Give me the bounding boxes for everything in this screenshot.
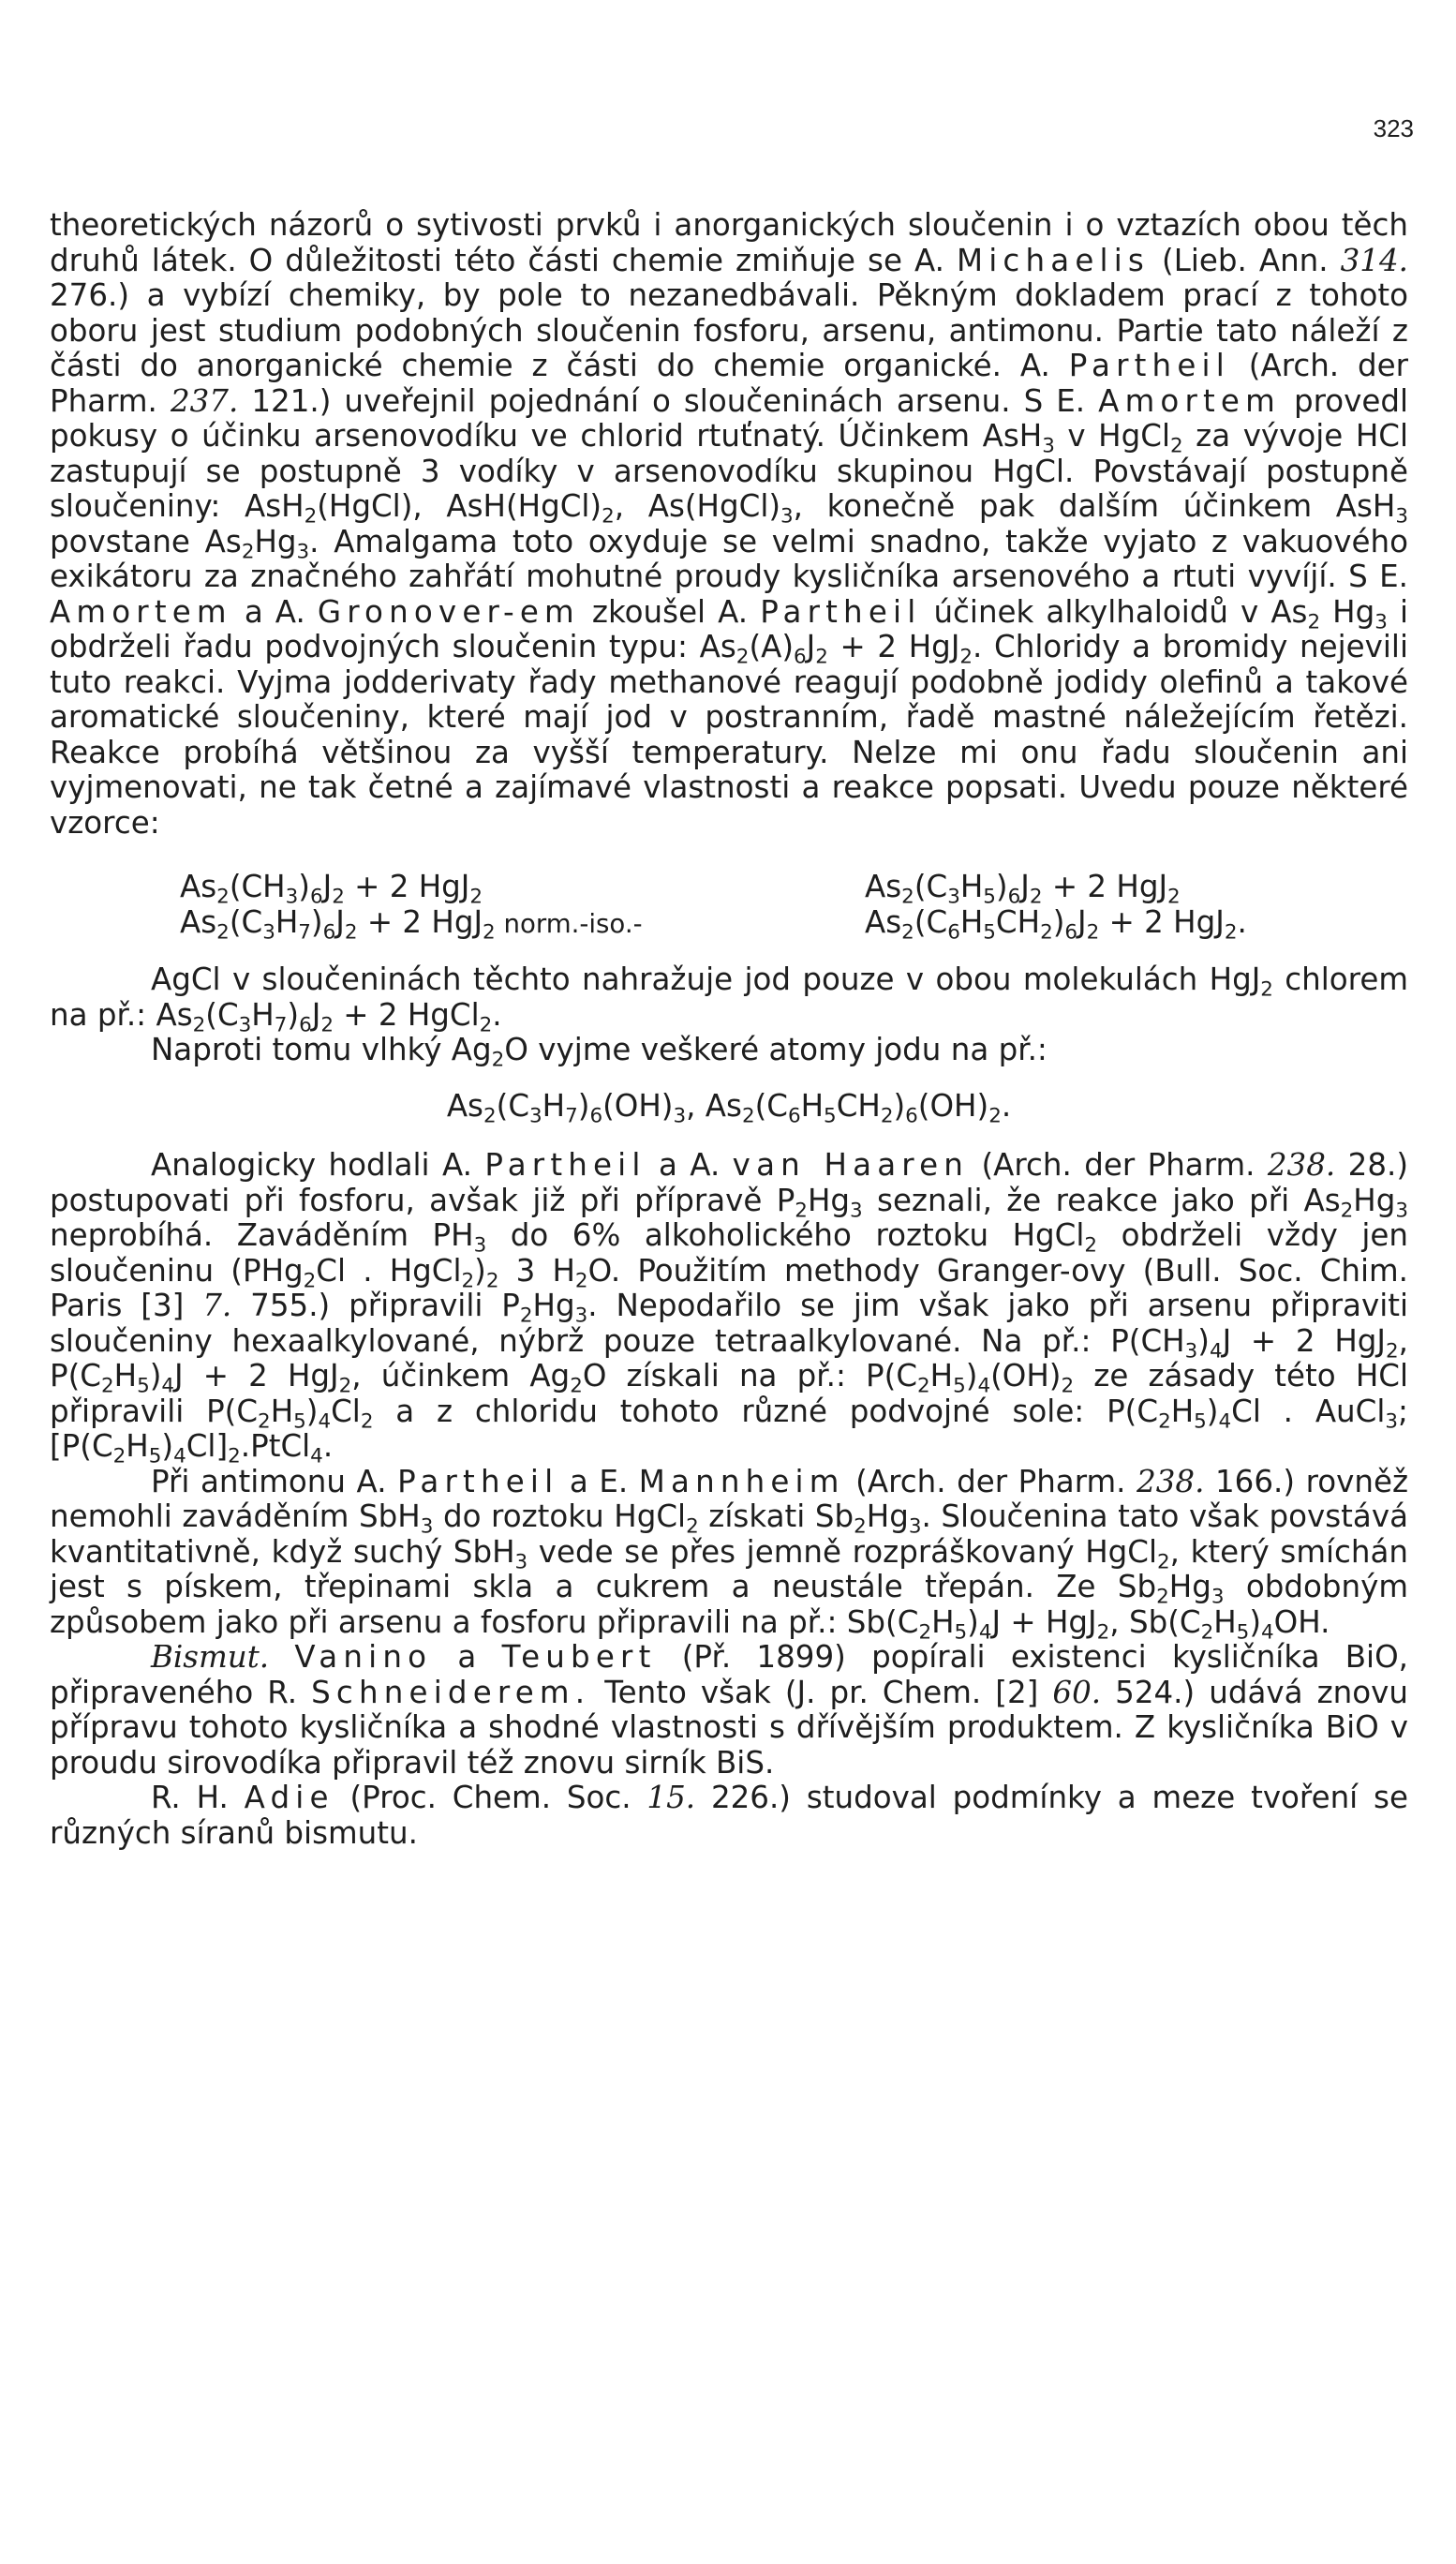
paragraph: Naproti tomu vlhký $Ag_2O$ vyjme veškeré atomy jodu na př.: [151,1032,1047,1072]
paragraph: theoretických názorů o sytivosti prvků i anorganických sloučenin i o vztazích obou těch druhů látek. O důležitosti této části chemie zmiňuje se A. Michaelis (Lieb. Ann. 314. 276.) a vybízí chemiky, by pole to nezanedbávali. Pěkným dokladem prací z tohoto oboru jest studium podobných sloučenin fosforu, arsenu, antimonu. Partie tato náleží z části do anorganické chemie z části do chemie organické. A. Partheil (Arch. der Pharm. 237. 121.) uveřejnil pojednání o sloučeninách arsenu. S E. Amortem provedl pokusy o účinku arsenovodíku ve chlorid rtuťnatý. Účinkem AsH$_3$ v HgCl$_2$ za vývoje HCl zastupují se postupně 3 vodíky v arsenovodíku skupinou HgCl. Povstávají postupně sloučeniny: AsH$_2$(HgCl), $AsH(HgCl)_2$, $As(HgCl)_3$, konečně pak dalším účinkem AsH$_3$ povstane $As_2Hg_3$. Amalgama toto oxyduje se velmi snadno, takže vyjato z vakuového exikátoru za značného zahřátí mohutné proudy kysličníka arsenového a rtuti vyvíjí. S E. Amortem a A. Gronover-em zkoušel A. Partheil účinek alkylhaloidů v $As_2$ $Hg_3$ i obdrželi řadu podvojných sloučenin typu: $As_2(A)_6J_2 + 2$ HgJ$_2$. Chloridy a bromidy nejevili tuto reakci. Vyjma jodderivaty řady methanové reagují podobně jodidy olefinů a takové aromatické sloučeniny, které mají jod v postranním, řadě mastné náležejícím řetězi. Reakce probíhá většinou za vyšší temperatury. Nelze mi onu řadu sloučenin ani vyjmenovati, ne tak četné a zajímavé vlastnosti a reakce popsati. Uvedu pouze některé vzorce: [50,207,1409,841]
formula: $As_2(C_3H_7)_6J_2 + 2$ HgJ$_2$ norm.-iso.- [180,904,643,945]
page-body [50,208,1408,1851]
page-number: 323 [1373,114,1414,142]
formula: $As_2(C_3H_5)_6J_2 + 2$ HgJ$_2$ [865,869,1181,909]
formula-row [50,869,1408,909]
paragraph: R. H. Adie (Proc. Chem. Soc. 15. 226.) studoval podmínky a meze tvoření se různých síranů bismutu. [50,1780,1408,1851]
paragraph: Analogicky hodlali A. Partheil a A. van Haaren (Arch. der Pharm. 238. 28.) postupovati při fosforu, avšak již při přípravě $P_2Hg_3$ seznali, že reakce jako při $As_2Hg_3$ neprobíhá. Zaváděním $PH_3$ do 6% alkoholického roztoku HgCl$_2$ obdrželi vždy jen sloučeninu (PHg$_2$Cl . $HgCl_2)_2$ 3 $H_2O$. Použitím methody Granger-ovy (Bull. Soc. Chim. Paris [3] 7. 755.) připravili $P_2Hg_3$. Nepodařilo se jim však jako při arsenu připraviti sloučeniny hexaalkylované, nýbrž pouze tetraalkylované. Na př.: $P(CH_3)_4J + 2$ HgJ$_2$, $P(C_2H_5)_4J + 2$ HgJ$_2$, účinkem $Ag_2O$ získali na př.: $P(C_2H_5)_4(OH)_2$ ze zásady této HCl připravili $P(C_2H_5)_4Cl_2$ a z chloridu tohoto různé podvojné sole: $P(C_2H_5)_4Cl$ . AuCl$_3$; $[P(C_2H_5)_4Cl]_2.PtCl_4$. [50,1147,1409,1468]
formula-row [50,904,1408,945]
paragraph: Při antimonu A. Partheil a E. Mannheim (Arch. der Pharm. 238. 166.) rovněž nemohli zaváděním SbH$_3$ do roztoku HgCl$_2$ získati $Sb_2Hg_3$. Sloučenina tato však povstává kvantitativně, když suchý SbH$_3$ vede se přes jemně rozpráškovaný HgCl$_2$, který smíchán jest s pískem, třepinami skla a cukrem a neustále třepán. Ze $Sb_2Hg_3$ obdobným způsobem jako při arsenu a fosforu připravili na př.: $Sb(C_2H_5)_4J + HgJ_2$, $Sb(C_2H_5)_4OH$. [50,1463,1409,1644]
formula: $As_2(CH_3)_6J_2 + 2$ HgJ$_2$ [180,869,483,909]
formula: $As_2(C_6H_5CH_2)_6J_2 + 2$ HgJ$_2$. [865,904,1247,945]
section-heading: Bismut. [151,1639,270,1675]
formula-block [50,869,1408,945]
centered-formula: $As_2(C_3H_7)_6(OH)_3$, $As_2(C_6H_5CH_2)_6(OH)_2$. [446,1087,1012,1127]
paragraph: AgCl v sloučeninách těchto nahražuje jod pouze v obou molekulách HgJ$_2$ chlorem na př.: $As_2(C_3H_7)_6J_2 + 2$ HgCl$_2$. [50,962,1408,1036]
paragraph: Bismut. Vanino a Teubert (Př. 1899) popírali existenci kysličníka BiO, připraveného R. Schneiderem. Tento však (J. pr. Chem. [2] 60. 524.) udává znovu přípravu tohoto kysličníka a shodné vlastnosti s dřívějším produktem. Z kysličníka BiO v proudu sirovodíka připravil též znovu sirník BiS. [50,1639,1408,1781]
